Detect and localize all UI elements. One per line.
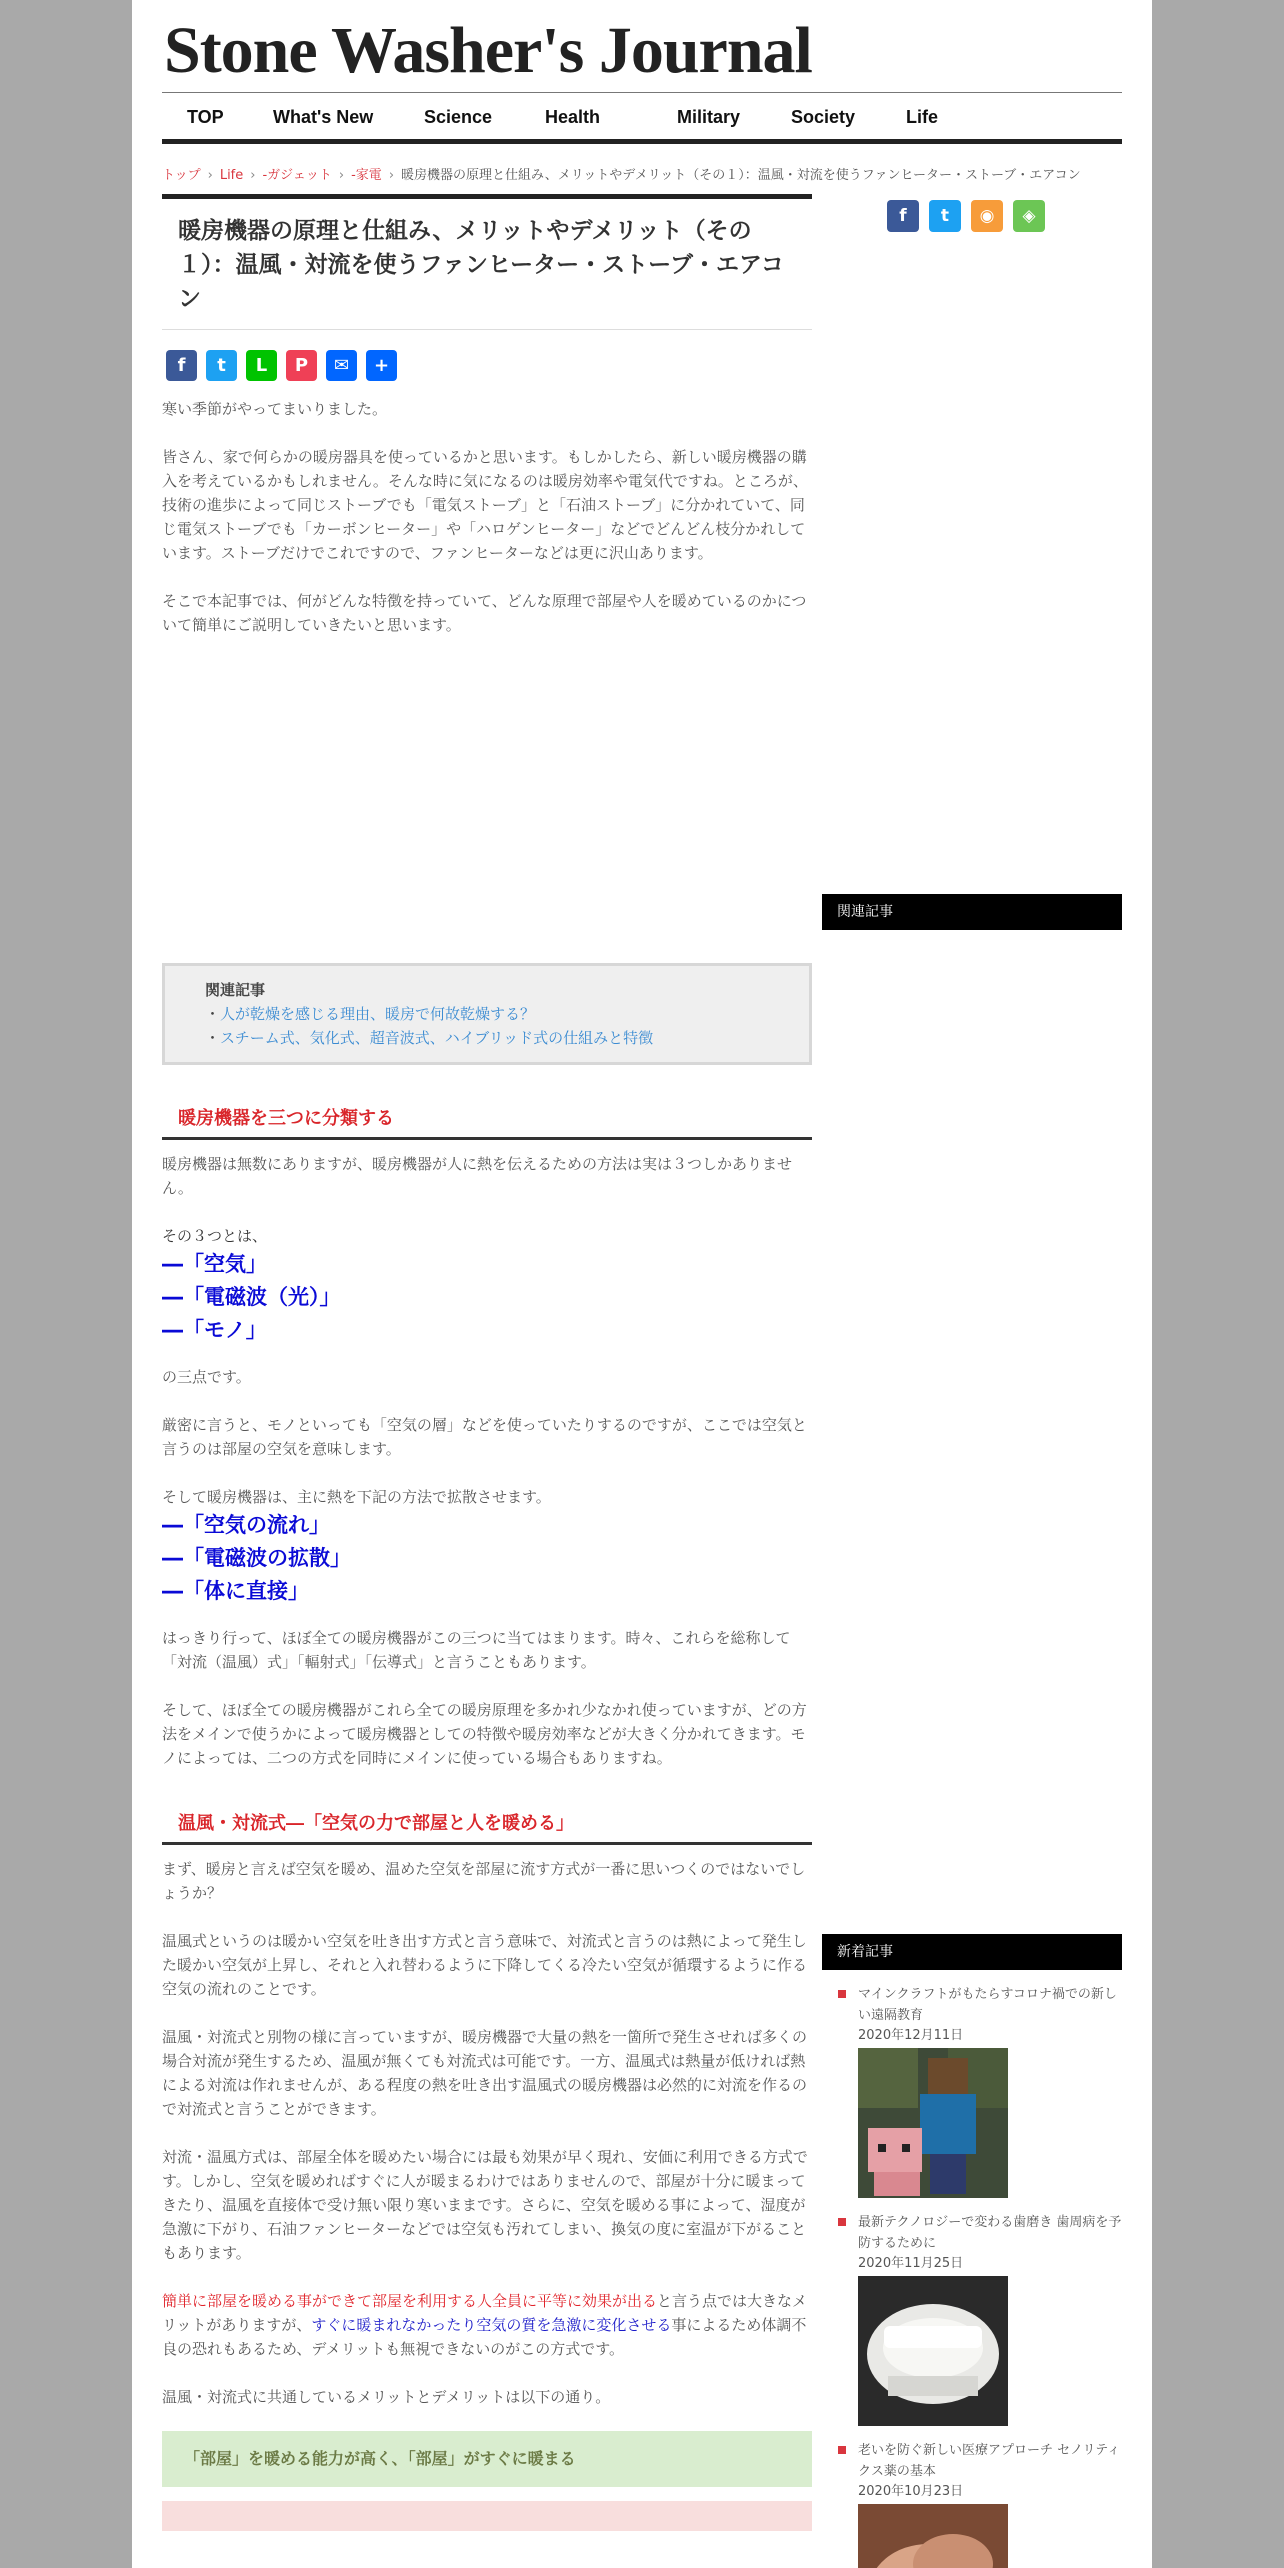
- article-title: 暖房機器の原理と仕組み、メリットやデメリット（その１）：温風・対流を使うファンヒーター・ストーブ・エアコン: [178, 217, 784, 311]
- news-date: 2020年10月23日: [858, 2484, 964, 2499]
- paragraph: そして、ほぼ全ての暖房機器がこれら全ての暖房原理を多かれ少なかれ使っていますが、どの方法をメインで使うかによって暖房機器としての特徴や暖房効率などが大きく分かれてきます。モノによっては、二つの方式を同時にメインに使っている場合もありますね。: [162, 1701, 807, 1767]
- related-articles-box: [162, 963, 812, 1065]
- paragraph: そこで本記事では、何がどんな特徴を持っていて、どんな原理で部屋や人を暖めているのかについて簡単にご説明していきたいと思います。: [162, 592, 807, 634]
- paragraph: 寒い季節がやってまいりました。: [162, 400, 388, 418]
- paragraph: はっきり行って、ほぼ全ての暖房機器がこの三つに当てはまります。時々、これらを総称して「対流（温風）式」「輻射式」「伝導式」と言うこともあります。: [162, 1629, 791, 1671]
- paragraph: まず、暖房と言えば空気を暖め、温めた空気を部屋に流す方式が一番に思いつくのではないでしょうか？: [162, 1860, 806, 1902]
- page: [132, 0, 1152, 2568]
- facebook-icon[interactable]: f: [887, 200, 919, 232]
- section-heading: 温風・対流式―「空気の力で部屋と人を暖める」: [162, 1810, 812, 1845]
- related-link[interactable]: ・人が乾燥を感じる理由、暖房で何故乾燥する？: [205, 1005, 536, 1023]
- sidebar-social-icons: [887, 200, 1045, 232]
- share-icon[interactable]: +: [366, 350, 397, 381]
- paragraph: 皆さん、家で何らかの暖房器具を使っているかと思います。もしかしたら、新しい暖房機器の購入を考えているかもしれません。そんな時に気になるのは暖房効率や電気代ですね。ところが、技術の進歩によって同じストーブでも「電気ストーブ」と「石油ストーブ」に分かれていて、同じ電気ストーブでも「カーボンヒーター」や「ハロゲンヒーター」などでどんどん枝分かれしています。ストーブだけでこれですので、ファンヒーターなどは更に沢山あります。: [162, 448, 808, 562]
- breadcrumb-life[interactable]: Life: [219, 168, 244, 183]
- breadcrumb-separator: ›: [207, 168, 213, 183]
- twitter-icon[interactable]: t: [929, 200, 961, 232]
- breadcrumb-current: 暖房機器の原理と仕組み、メリットやデメリット（その１）：温風・対流を使うファンヒーター・ストーブ・エアコン: [401, 168, 1081, 183]
- highlight-red: 簡単に部屋を暖める事ができて部屋を利用する人全員に平等に効果が出る: [162, 2292, 658, 2310]
- related-link[interactable]: ・スチーム式、気化式、超音波式、ハイブリッド式の仕組みと特徴: [205, 1029, 654, 1047]
- paragraph: 温風・対流式と別物の様に言っていますが、暖房機器で大量の熱を一箇所で発生させれば多くの場合対流が発生するため、温風が無くても対流式は可能です。一方、温風式は熱量が低ければ熱による対流は作れませんが、ある程度の熱を吐き出す温風式の暖房機器は必然的に対流を作るので対流式と言うことができます。: [162, 2028, 808, 2118]
- text: 事によるため体調不良の恐れもあるため、デメリットも無視できないのがこの方式です。: [162, 2316, 807, 2358]
- news-item[interactable]: [822, 1984, 1122, 2202]
- bullet-icon: [838, 2446, 846, 2454]
- article: [162, 194, 812, 2531]
- feedly-icon[interactable]: ◈: [1013, 200, 1045, 232]
- article-header: [162, 194, 812, 330]
- nav-item-military[interactable]: Military: [677, 107, 741, 127]
- pocket-icon[interactable]: P: [286, 350, 317, 381]
- list-item: ―「モノ」: [162, 1318, 267, 1342]
- list-item: ―「体に直接」: [162, 1579, 309, 1603]
- rss-icon[interactable]: ◉: [971, 200, 1003, 232]
- news-thumbnail[interactable]: [858, 2048, 1008, 2198]
- list-item: ―「電磁波の拡散」: [162, 1546, 351, 1570]
- news-title[interactable]: 老いを防ぐ新しい医療アプローチ セノリティクス薬の基本: [858, 2443, 1121, 2479]
- news-thumbnail[interactable]: [858, 2276, 1008, 2426]
- breadcrumb-appliance[interactable]: -家電: [351, 168, 382, 183]
- sidebar-news-header: 新着記事: [822, 1934, 1122, 1970]
- breadcrumb-separator: ›: [250, 168, 256, 183]
- email-icon[interactable]: ✉: [326, 350, 357, 381]
- paragraph: 対流・温風方式は、部屋全体を暖めたい場合には最も効果が早く現れ、安価に利用できる方式です。しかし、空気を暖めればすぐに人が暖まるわけではありませんので、部屋が十分に暖まってきたり、温風を直接体で受け無い限り寒いままです。さらに、空気を暖める事によって、湿度が急激に下がり、石油ファンヒーターなどでは空気も汚れてしまい、換気の度に室温が下がることもあります。: [162, 2148, 808, 2262]
- news-thumbnail[interactable]: [858, 2504, 1008, 2568]
- nav-item-health[interactable]: Health: [545, 107, 601, 127]
- bullet-icon: [838, 2218, 846, 2226]
- ad-space: [162, 637, 812, 963]
- paragraph: の三点です。: [162, 1368, 251, 1386]
- paragraph: そして暖房機器は、主に熱を下記の方法で拡散させます。: [162, 1488, 551, 1506]
- news-date: 2020年12月11日: [858, 2028, 964, 2043]
- nav-item-science[interactable]: Science: [424, 107, 493, 127]
- related-title: 関連記事: [205, 981, 266, 999]
- news-date: 2020年11月25日: [858, 2256, 964, 2271]
- twitter-icon[interactable]: t: [206, 350, 237, 381]
- highlight-blue: すぐに暖まれなかったり空気の質を急激に変化させる: [311, 2316, 672, 2334]
- nav-item-society[interactable]: Society: [791, 107, 856, 127]
- nav-item-life[interactable]: Life: [906, 107, 939, 127]
- breadcrumb: [162, 164, 1081, 183]
- sidebar-news-list: [822, 1984, 1122, 2568]
- paragraph: [162, 2289, 812, 2361]
- paragraph: 温風式というのは暖かい空気を吐き出す方式と言う意味で、対流式と言うのは熱によって発生した暖かい空気が上昇し、それと入れ替わるように下降してくる冷たい空気が循環するように作る空気の流れのことです。: [162, 1932, 808, 1998]
- line-icon[interactable]: L: [246, 350, 277, 381]
- list-item: ―「空気」: [162, 1252, 267, 1276]
- news-title[interactable]: マインクラフトがもたらすコロナ禍での新しい遠隔教育: [858, 1987, 1117, 2023]
- section-heading: 暖房機器を三つに分類する: [162, 1105, 812, 1140]
- breadcrumb-separator: ›: [338, 168, 345, 183]
- related-link-text[interactable]: 人が乾燥を感じる理由、暖房で何故乾燥する？: [220, 1005, 536, 1023]
- merit-box: 「部屋」を暖める能力が高く、「部屋」がすぐに暖まる: [162, 2431, 812, 2487]
- main-nav: [162, 92, 1122, 144]
- related-link-text[interactable]: スチーム式、気化式、超音波式、ハイブリッド式の仕組みと特徴: [220, 1029, 654, 1047]
- share-buttons: [166, 350, 812, 381]
- news-item[interactable]: [822, 2212, 1122, 2430]
- site-logo[interactable]: Stone Washer's Journal: [164, 14, 812, 87]
- list-item: ―「電磁波（光）」: [162, 1285, 341, 1309]
- bullet-icon: [838, 1990, 846, 1998]
- nav-item-top[interactable]: TOP: [187, 107, 224, 127]
- list-item: ―「空気の流れ」: [162, 1513, 330, 1537]
- nav-item-whats-new[interactable]: What's New: [273, 107, 374, 127]
- text: と言う点では大きなメリットがありますが、: [162, 2292, 808, 2334]
- paragraph: 温風・対流式に共通しているメリットとデメリットは以下の通り。: [162, 2388, 611, 2406]
- breadcrumb-separator: ›: [388, 168, 395, 183]
- sidebar-related-header: 関連記事: [822, 894, 1122, 930]
- paragraph: 暖房機器は無数にありますが、暖房機器が人に熱を伝えるための方法は実は３つしかありません。: [162, 1155, 793, 1197]
- paragraph: 厳密に言うと、モノといっても「空気の層」などを使っていたりするのですが、ここでは空気と言うのは部屋の空気を意味します。: [162, 1416, 807, 1458]
- news-item[interactable]: [822, 2440, 1122, 2568]
- facebook-icon[interactable]: f: [166, 350, 197, 381]
- paragraph: その３つとは、: [162, 1227, 268, 1245]
- breadcrumb-top[interactable]: トップ: [162, 168, 201, 183]
- breadcrumb-gadget[interactable]: -ガジェット: [262, 168, 332, 183]
- demerit-box: [162, 2501, 812, 2531]
- news-title[interactable]: 最新テクノロジーで変わる歯磨き 歯周病を予防するために: [858, 2215, 1122, 2251]
